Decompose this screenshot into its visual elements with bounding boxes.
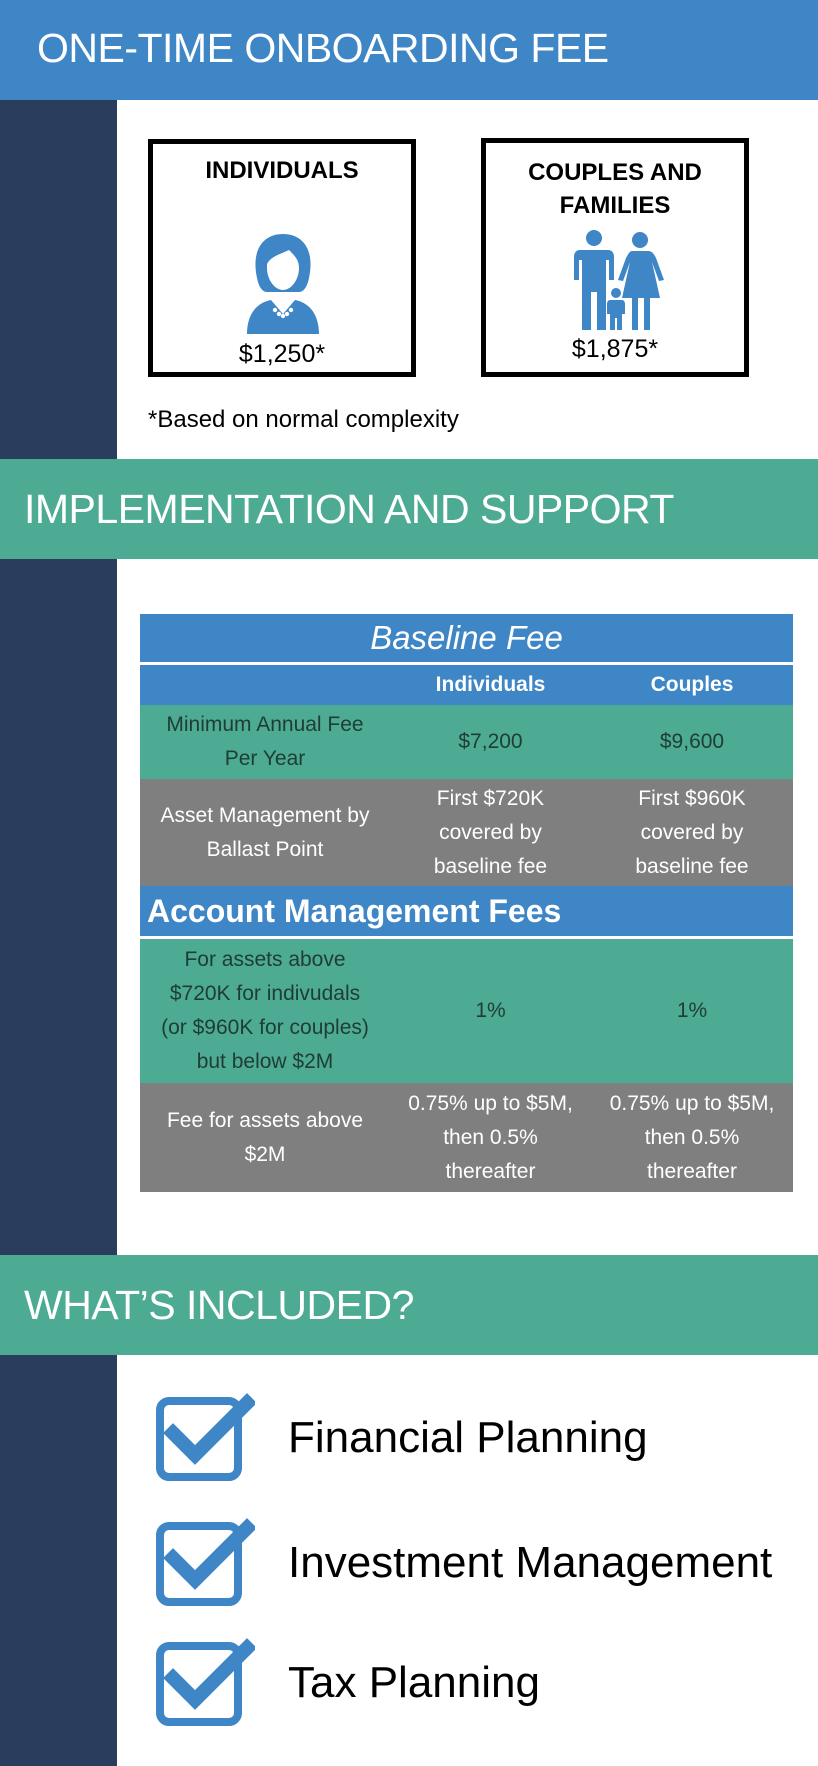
item-label-financial-planning: Financial Planning	[288, 1413, 648, 1462]
table-row	[140, 939, 793, 1083]
row-label-above-2m	[140, 1083, 390, 1192]
row-label-asset-management	[140, 779, 390, 886]
column-header-individuals: Individuals	[435, 673, 546, 696]
sidebar-stripe	[0, 100, 117, 459]
cell-line: First $960K	[638, 786, 746, 810]
cell-line: First $720K	[436, 786, 545, 810]
min-fee-individuals: $7,200	[458, 730, 523, 753]
fee-table	[140, 614, 793, 1192]
sidebar-stripe	[0, 1355, 117, 1766]
checkbox-checked-icon	[155, 1638, 255, 1728]
onboarding-header	[0, 0, 818, 100]
min-fee-couples: $9,600	[659, 730, 725, 753]
individuals-fee-card	[148, 139, 416, 377]
included-item	[155, 1518, 773, 1608]
empty-header-cell	[140, 665, 390, 705]
family-icon	[568, 230, 664, 330]
above-baseline-individuals: 1%	[475, 999, 506, 1022]
couples-heading-line: FAMILIES	[559, 192, 671, 219]
label-line: Ballast Point	[206, 837, 324, 861]
label-line: (or $960K for couples)	[161, 1016, 369, 1039]
above-2m-couples	[591, 1083, 793, 1192]
cell-line: 0.75% up to $5M,	[609, 1091, 775, 1115]
woman-icon	[241, 230, 325, 334]
cell-line: covered by	[640, 820, 744, 844]
cell-line: then 0.5%	[443, 1125, 538, 1149]
row-label-minimum-fee	[140, 705, 390, 779]
item-label-tax-planning: Tax Planning	[288, 1658, 540, 1707]
sidebar-stripe	[0, 559, 117, 1255]
asset-mgmt-individuals	[390, 779, 591, 886]
label-line: Asset Management by	[160, 803, 370, 827]
column-header-couples: Couples	[650, 673, 734, 696]
onboarding-title: ONE-TIME ONBOARDING FEE	[37, 24, 609, 71]
label-line: For assets above	[184, 948, 346, 971]
label-line: but below $2M	[196, 1050, 334, 1073]
above-baseline-couples: 1%	[676, 999, 708, 1022]
included-item	[155, 1393, 648, 1483]
implementation-title: IMPLEMENTATION AND SUPPORT	[24, 485, 674, 532]
cell-line: baseline fee	[433, 854, 548, 878]
above-2m-individuals	[390, 1083, 591, 1192]
implementation-header	[0, 459, 818, 559]
label-line: $2M	[244, 1142, 286, 1166]
table-row	[140, 1083, 793, 1192]
checkbox-checked-icon	[155, 1393, 255, 1483]
table-row	[140, 705, 793, 779]
cell-line: then 0.5%	[644, 1125, 740, 1149]
row-label-above-baseline	[140, 939, 390, 1083]
account-management-header: Account Management Fees	[140, 886, 793, 939]
label-line: Fee for assets above	[166, 1108, 364, 1132]
table-column-headers	[140, 665, 793, 705]
cell-line: 0.75% up to $5M,	[408, 1091, 573, 1115]
individuals-price: $1,250*	[238, 340, 326, 368]
couples-heading	[486, 156, 744, 222]
cell-line: thereafter	[445, 1159, 536, 1183]
included-header	[0, 1255, 818, 1355]
couples-fee-card	[481, 138, 749, 377]
cell-line: baseline fee	[635, 854, 749, 878]
individuals-heading: INDIVIDUALS	[205, 157, 359, 184]
included-item	[155, 1638, 540, 1728]
included-title: WHAT’S INCLUDED?	[24, 1281, 414, 1328]
couples-heading-line: COUPLES AND	[528, 159, 702, 186]
asset-mgmt-couples	[591, 779, 793, 886]
cell-line: covered by	[439, 820, 542, 844]
checkbox-checked-icon	[155, 1518, 255, 1608]
baseline-fee-header: Baseline Fee	[140, 614, 793, 665]
item-label-investment-management: Investment Management	[288, 1538, 773, 1587]
label-line: Per Year	[224, 747, 306, 770]
cell-line: thereafter	[647, 1159, 737, 1183]
table-row	[140, 779, 793, 886]
label-line: $720K for indivudals	[169, 982, 361, 1005]
complexity-footnote: *Based on normal complexity	[148, 406, 459, 433]
couples-price: $1,875*	[571, 335, 659, 363]
label-line: Minimum Annual Fee	[166, 713, 364, 736]
